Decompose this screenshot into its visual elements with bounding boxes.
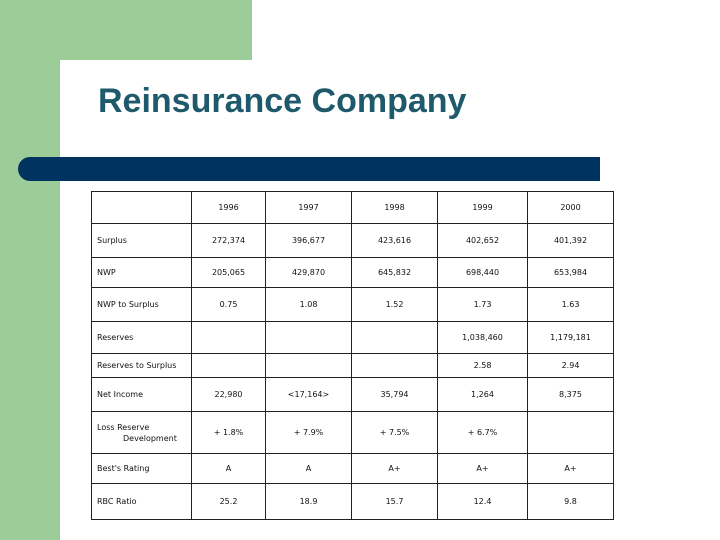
table-cell (352, 354, 438, 378)
table-cell: A+ (438, 454, 528, 484)
table-row-nwp-to-surplus (92, 288, 614, 322)
header-year-cell: 1996 (192, 192, 266, 224)
table-cell: 645,832 (352, 258, 438, 288)
table-cell (192, 354, 266, 378)
table-cell: + 7.5% (352, 412, 438, 454)
table-row-surplus (92, 224, 614, 258)
row-label: Reserves (92, 322, 192, 354)
table-row-reserves-to-surplus (92, 354, 614, 378)
table-cell: 15.7 (352, 484, 438, 520)
table-cell: 1.08 (266, 288, 352, 322)
row-label (92, 412, 192, 454)
table-cell: 429,870 (266, 258, 352, 288)
table-cell: 25.2 (192, 484, 266, 520)
table-cell (528, 412, 614, 454)
header-empty-cell (92, 192, 192, 224)
table-cell: 1,038,460 (438, 322, 528, 354)
row-label-line: Development (123, 433, 177, 443)
table-row-reserves (92, 322, 614, 354)
table-cell: 1.73 (438, 288, 528, 322)
table-cell: + 6.7% (438, 412, 528, 454)
table-row-loss-reserve-development (92, 412, 614, 454)
table-cell: 35,794 (352, 378, 438, 412)
table-cell: <17,164> (266, 378, 352, 412)
table-cell: 402,652 (438, 224, 528, 258)
financial-table (91, 191, 614, 520)
table-row-rbc-ratio (92, 484, 614, 520)
table-cell: 272,374 (192, 224, 266, 258)
table-cell: 0.75 (192, 288, 266, 322)
table-cell: 653,984 (528, 258, 614, 288)
table-cell: 9.8 (528, 484, 614, 520)
table-cell (266, 322, 352, 354)
row-label-line: Loss Reserve (97, 422, 150, 432)
row-label: Reserves to Surplus (92, 354, 192, 378)
table-cell: 18.9 (266, 484, 352, 520)
table-row-bests-rating (92, 454, 614, 484)
table-cell: A (192, 454, 266, 484)
table-cell: A+ (528, 454, 614, 484)
header-year-cell: 1998 (352, 192, 438, 224)
table-row-nwp (92, 258, 614, 288)
table-cell: 698,440 (438, 258, 528, 288)
header-year-cell: 1999 (438, 192, 528, 224)
table-cell (352, 322, 438, 354)
table-cell: 1,264 (438, 378, 528, 412)
table-cell (192, 322, 266, 354)
table-cell: A+ (352, 454, 438, 484)
table-cell: 1.63 (528, 288, 614, 322)
table-cell (266, 354, 352, 378)
header-year-cell: 2000 (528, 192, 614, 224)
row-label: NWP to Surplus (92, 288, 192, 322)
row-label: RBC Ratio (92, 484, 192, 520)
table-cell: 401,392 (528, 224, 614, 258)
table-cell: 8,375 (528, 378, 614, 412)
title-divider-bar (18, 157, 600, 181)
table-cell: 2.58 (438, 354, 528, 378)
table-cell: 396,677 (266, 224, 352, 258)
table-cell: 423,616 (352, 224, 438, 258)
table-cell: + 1.8% (192, 412, 266, 454)
table-cell: 1.52 (352, 288, 438, 322)
table-header-row (92, 192, 614, 224)
table-cell: A (266, 454, 352, 484)
table-cell: 2.94 (528, 354, 614, 378)
table-cell: 1,179,181 (528, 322, 614, 354)
header-year-cell: 1997 (266, 192, 352, 224)
row-label: Net Income (92, 378, 192, 412)
green-accent-bar-left (0, 0, 60, 540)
table-cell: 22,980 (192, 378, 266, 412)
row-label: Best's Rating (92, 454, 192, 484)
slide-title: Reinsurance Company (98, 82, 467, 120)
table-cell: 205,065 (192, 258, 266, 288)
table-cell: 12.4 (438, 484, 528, 520)
row-label: NWP (92, 258, 192, 288)
row-label: Surplus (92, 224, 192, 258)
table-cell: + 7.9% (266, 412, 352, 454)
table-row-net-income (92, 378, 614, 412)
